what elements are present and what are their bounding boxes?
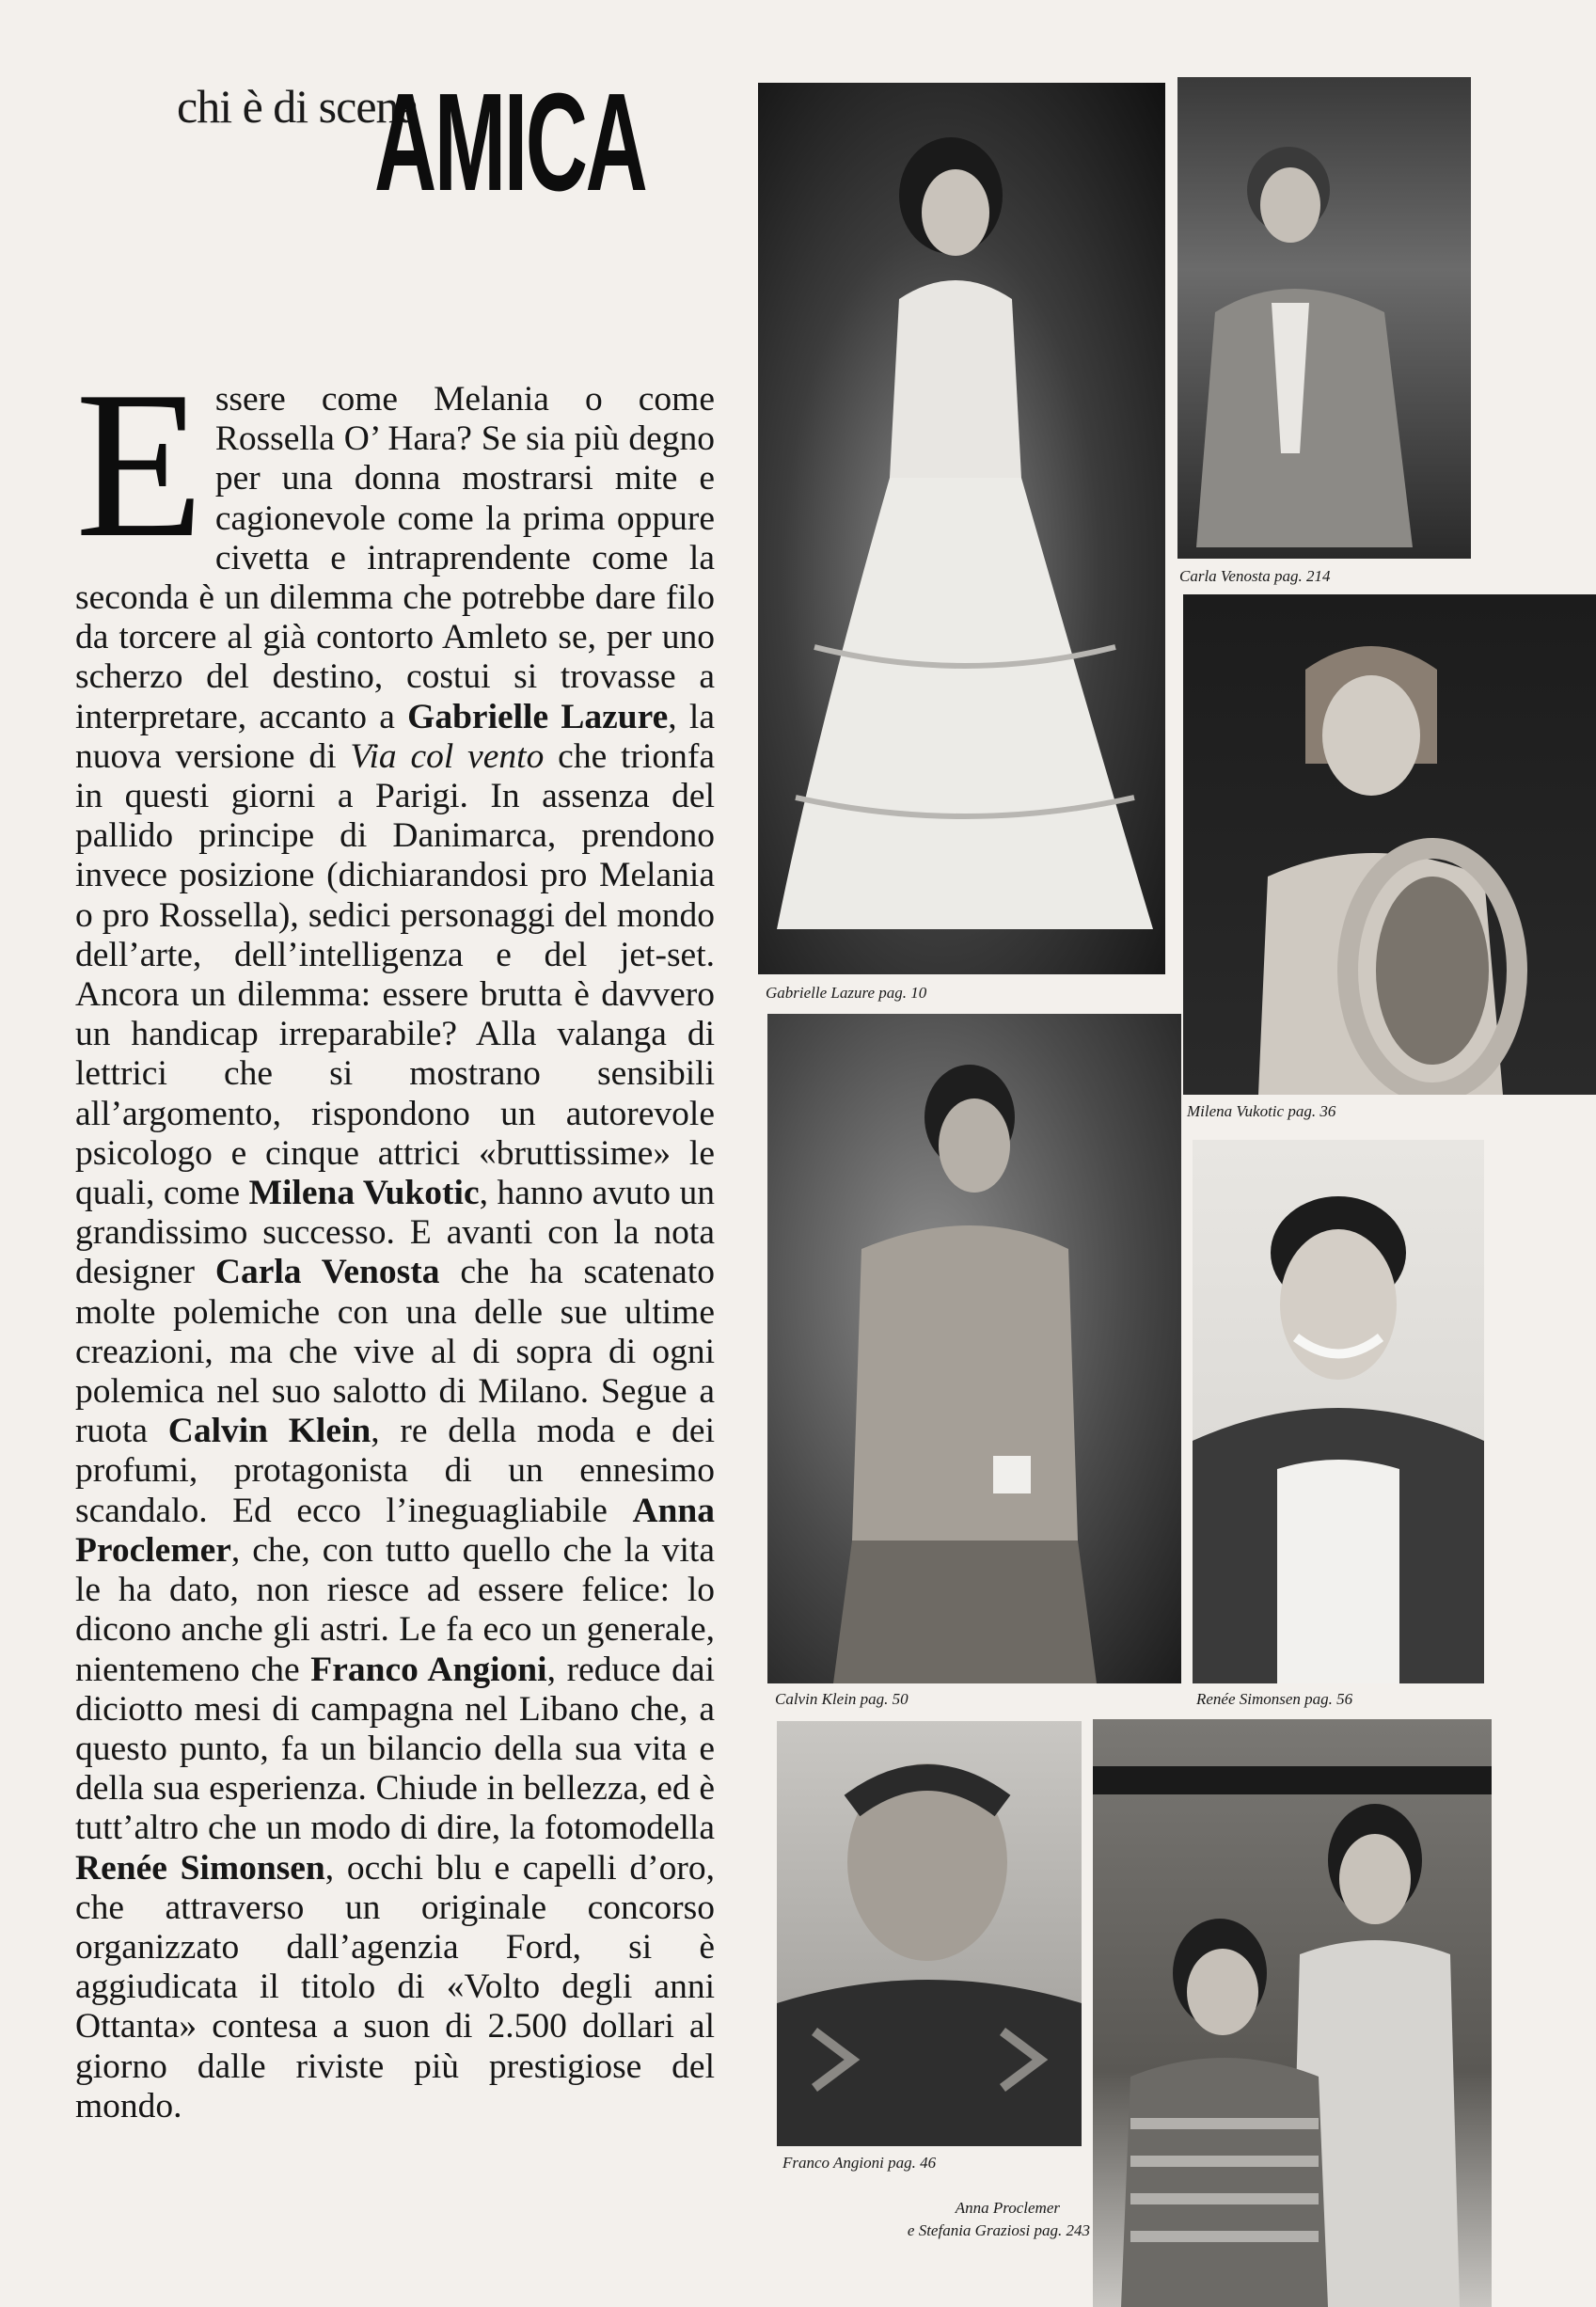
photo-milena-vukotic — [1183, 594, 1596, 1095]
caption-gabrielle-lazure: Gabrielle Lazure pag. 10 — [766, 984, 927, 1002]
article-text: , la nuova versione di — [75, 697, 715, 776]
photo-calvin-klein — [767, 1014, 1181, 1683]
caption-franco-angioni: Franco Angioni pag. 46 — [782, 2154, 937, 2172]
caption-carla-venosta: Carla Venosta pag. 214 — [1179, 567, 1331, 585]
name-milena-vukotic: Milena Vukotic — [248, 1174, 480, 1213]
page-header — [177, 65, 713, 252]
caption-calvin-klein: Calvin Klein pag. 50 — [775, 1690, 909, 1708]
article-text: ssere come Melania o come Rossella O’ Hara? Se sia più degno per una donna mostrarsi mite e cagionevole come la prima oppure civetta e intraprendente come la seconda è un dilemma che potrebbe dare filo da torcere al già contorto Amleto se, per uno scherzo del destino, costui si trovasse a interpretare, accanto a — [75, 380, 715, 736]
article-text: che ha scatenato molte polemiche con una delle sue ultime creazioni, ma che vive al di sopra di ogni polemica nel suo salotto di Milano. Segue a ruota — [75, 1253, 715, 1451]
magazine-logo: AMICA — [374, 65, 646, 220]
name-franco-angioni: Franco Angioni — [310, 1650, 547, 1689]
name-calvin-klein: Calvin Klein — [167, 1412, 371, 1451]
title-via-col-vento: Via col vento — [350, 736, 545, 776]
article-text: , re della moda e dei profumi, protagonista di un ennesimo scandalo. Ed ecco l’ineguagliabile — [75, 1412, 715, 1530]
name-renee-simonsen: Renée Simonsen — [75, 1848, 325, 1888]
photo-carla-venosta — [1177, 77, 1471, 559]
article-body — [75, 348, 716, 2126]
caption-stefania-graziosi: e Stefania Graziosi pag. 243 — [907, 2221, 1090, 2239]
article-text: , hanno avuto un grandissimo successo. E avanti con la nota designer — [75, 1174, 715, 1292]
article-text: che trionfa in questi giorni a Parigi. In assenza del pallido principe di Danimarca, prendono invece posizione (dichiarandosi pro Melania o pro Rossella), sedici personaggi del mondo dell’arte, dell’intelligenza e del jet-set. Ancora un dilemma: essere brutta è davvero un handicap irreparabile? Alla valanga di lettrici che si mostrano sensibili all’argomento, rispondono un autorevole psicologo e cinque attrici «bruttissime» le quali, come — [75, 736, 716, 1213]
section-kicker: chi è di scena — [177, 80, 419, 133]
drop-cap: E — [75, 348, 204, 581]
name-anna-proclemer: Anna Proclemer — [75, 1491, 715, 1570]
name-carla-venosta: Carla Venosta — [214, 1253, 440, 1292]
photo-renee-simonsen — [1193, 1140, 1484, 1683]
photo-gabrielle-lazure — [758, 83, 1165, 974]
name-gabrielle-lazure: Gabrielle Lazure — [407, 697, 669, 736]
article-text: , reduce dai diciotto mesi di campagna nel Libano che, a questo punto, fa un bilancio della sua vita e della sua esperienza. Chiude in bellezza, ed è tutt’altro che un modo di dire, la fotomodella — [75, 1650, 715, 1848]
photo-franco-angioni — [777, 1721, 1082, 2146]
caption-milena-vukotic: Milena Vukotic pag. 36 — [1187, 1102, 1336, 1120]
caption-renee-simonsen: Renée Simonsen pag. 56 — [1196, 1690, 1353, 1708]
article-text: , che, con tutto quello che la vita le ha dato, non riesce ad essere felice: lo dicono anche gli astri. Le fa eco un generale, nientemeno che — [75, 1530, 715, 1689]
photo-anna-proclemer — [1093, 1719, 1492, 2307]
article-text: , occhi blu e capelli d’oro, che attraverso un originale concorso organizzato dall’agenzia Ford, si è aggiudicata il titolo di «Volto degli anni Ottanta» contesa a suon di 2.500 dollari al giorno dalle riviste più prestigiose del mondo. — [75, 1848, 715, 2125]
caption-anna-proclemer: Anna Proclemer — [955, 2199, 1060, 2217]
